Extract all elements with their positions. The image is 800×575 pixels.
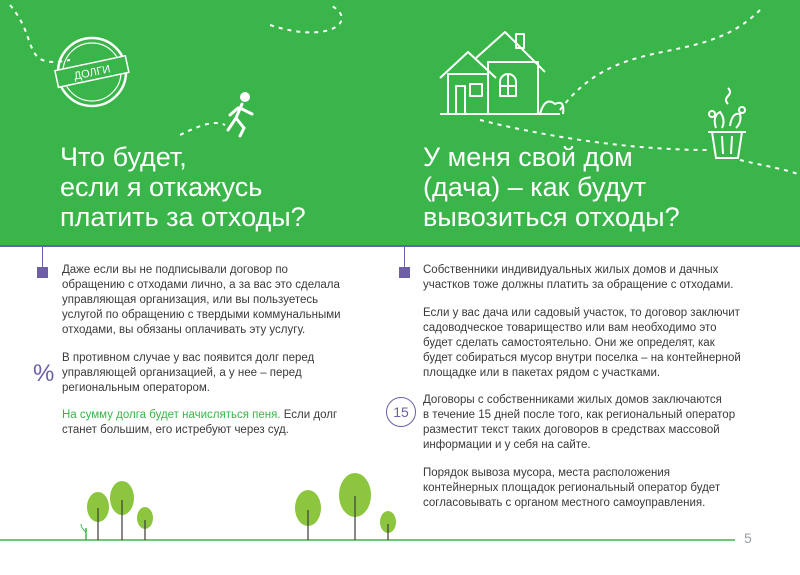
text-line: Порядок вывоза мусора, места расположения [423,467,670,479]
trash-bin-icon [708,88,746,158]
text-line: согласовывать с органом местного самоуправления. [423,497,706,509]
text-line: Если долг [280,409,338,421]
debt-stamp-icon [55,38,129,106]
tree-icon [339,473,371,540]
left-paragraph-2 [62,351,314,396]
tree-icon [87,492,109,540]
right-paragraph-3 [423,393,735,453]
left-paragraph-1 [62,263,341,338]
left-vertical-connector [42,247,43,267]
tree-icon [295,490,321,540]
left-square-marker [37,267,48,278]
text-line: управляющая организация, или вы пользуетесь [62,294,319,306]
text-line: Если у вас дача или садовый участок, то договор заключит [423,307,740,319]
tree-icon [380,511,396,540]
tree-icon [110,481,134,540]
text-line: будет сделать самостоятельно. Они же определят, как [423,337,715,349]
right-heading-line: У меня свой дом [423,142,633,172]
tree-icon [81,524,86,540]
text-line: отходами, вы обязаны оплачивать эту услугу. [62,324,306,336]
left-heading-line: если я откажусь [60,172,263,202]
right-vertical-connector [404,247,405,267]
text-line: станет большим, его истребуют через суд. [62,424,289,436]
text-line: контейнерных площадок региональный оператор будет [423,482,721,494]
text-line: Договоры с собственниками жилых домов заключаются [423,394,722,406]
right-square-marker [399,267,410,278]
dashed-path-top-center [270,5,342,32]
right-paragraph-1 [423,263,733,293]
page-number: 5 [744,530,752,546]
percent-icon: % [33,360,55,387]
section-divider [0,245,800,247]
left-paragraph-3 [62,408,337,438]
text-line: садоводческое товарищество или вам необходимо это [423,322,717,334]
trees-illustration [0,460,800,575]
left-heading-line: платить за отходы? [60,202,306,232]
tree-icon [137,507,153,540]
text-line: В противном случае у вас появится долг перед [62,352,315,364]
text-line: услугой по обращению с твердыми коммунальными [62,309,341,321]
text-line: информации и у себя на сайте. [423,439,591,451]
stamp-label: ДОЛГИ [72,63,112,83]
running-man-icon [228,92,252,136]
text-line: участков тоже должны платить за обращение с отходами. [423,279,734,291]
right-paragraph-2 [423,306,741,381]
text-line: Собственники индивидуальных жилых домов и дачных [423,264,719,276]
left-heading [60,142,306,232]
text-line: управляющей организацией, а у нее – перед [62,367,302,379]
dashed-path-top-left [10,5,70,62]
house-icon [440,32,563,114]
penalty-highlight: На сумму долга будет начисляться пеня. [62,409,281,421]
dashed-path-right-edge [740,160,800,175]
header-banner [0,0,800,245]
right-heading-line: (дача) – как будут [423,172,647,202]
text-line: Даже если вы не подписывали договор по [62,264,288,276]
fifteen-days-badge: 15 [386,397,416,427]
right-heading-line: вывозиться отходы? [423,202,680,232]
text-line: разместит текст таких договоров в средствах массовой [423,424,720,436]
dashed-path-left [180,123,225,135]
text-line: обращению с отходами лично, а за вас это сделала [62,279,340,291]
right-heading [423,142,680,232]
left-heading-line: Что будет, [60,142,187,172]
text-line: площадке или в пакетах рядом с участками. [423,367,661,379]
text-line: в течение 15 дней после того, как региональный оператор [423,409,736,421]
text-line: региональным оператором. [62,382,210,394]
text-line: будет собираться мусор внутри поселка – на контейнерной [423,352,741,364]
